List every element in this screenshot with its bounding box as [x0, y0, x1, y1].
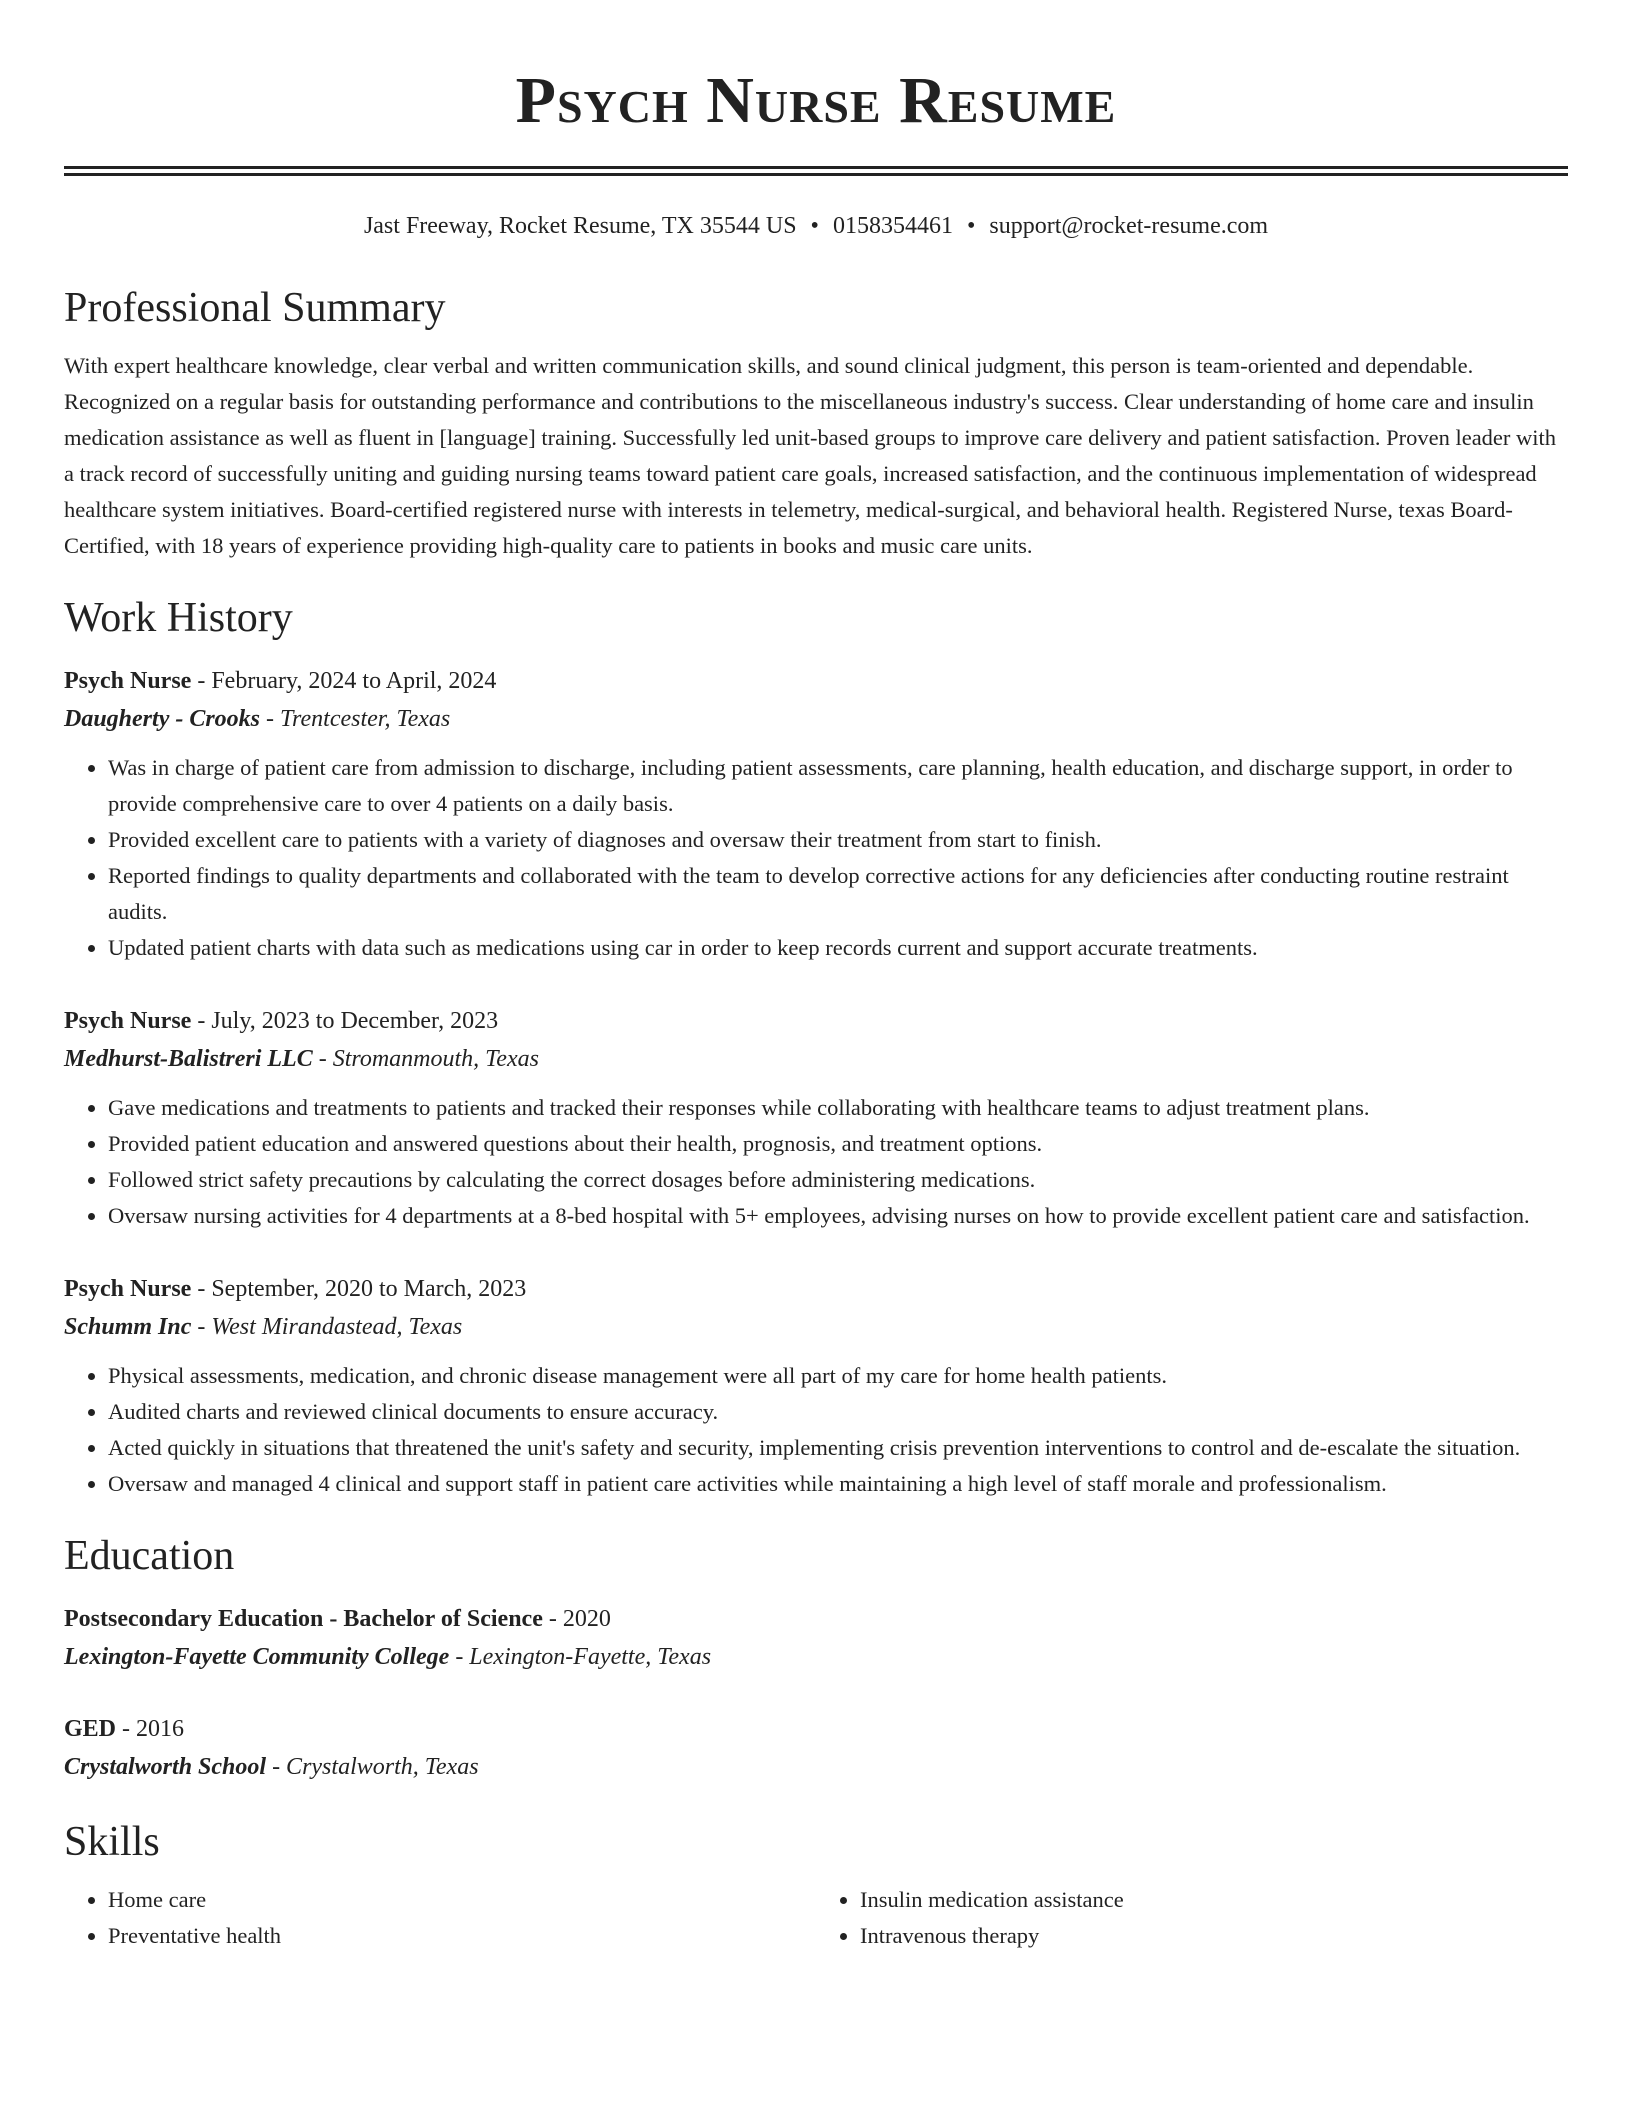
job-location: - West Mirandastead, Texas [191, 1314, 463, 1340]
job-company-line [64, 1308, 1568, 1346]
education-school-line [64, 1638, 1568, 1676]
page-title: Psych Nurse Resume [515, 64, 1117, 137]
job-title-line [64, 1270, 1568, 1308]
education-degree-line [64, 1710, 1568, 1748]
skills-column-right [816, 1882, 1568, 1954]
contact-separator: • [810, 213, 819, 239]
work-history-section [64, 592, 1568, 1502]
contact-email: support@rocket-resume.com [989, 213, 1269, 239]
job-bullet: • Followed strict safety precautions by calculating the correct dosages before administering medications. [108, 1162, 1568, 1198]
contact-separator: • [966, 213, 976, 239]
job-bullet: • Oversaw and managed 4 clinical and support staff in patient care activities while maintaining a high level of staff morale and professionalism. [108, 1466, 1568, 1502]
job-entry [64, 662, 1568, 966]
job-dates: - September, 2020 to March, 2023 [191, 1276, 527, 1302]
education-heading: Education [64, 1533, 235, 1579]
job-bullet: • Physical assessments, medication, and chronic disease management were all part of my care for home health patients. [108, 1358, 1568, 1394]
job-title-line [64, 662, 1568, 700]
education-school: Crystalworth School [64, 1754, 267, 1780]
job-bullet: • Oversaw nursing activities for 4 departments at a 8-bed hospital with 5+ employees, advising nurses on how to provide excellent patient care and satisfaction. [108, 1198, 1568, 1234]
skills-grid [64, 1882, 1568, 1954]
title-divider [64, 166, 1568, 176]
job-title-line [64, 1002, 1568, 1040]
job-location: - Trentcester, Texas [260, 706, 451, 732]
education-section [64, 1530, 1568, 1786]
skill-item: • Preventative health [108, 1918, 816, 1954]
job-bullet: • Updated patient charts with data such as medications using car in order to keep records current and support accurate treatments. [108, 930, 1568, 966]
education-location: - Lexington-Fayette, Texas [449, 1644, 712, 1670]
job-bullets [64, 1090, 1568, 1234]
job-company: Medhurst-Balistreri LLC [64, 1046, 313, 1072]
job-bullet: • Reported findings to quality departments and collaborated with the team to develop corrective actions for any deficiencies after conducting routine restraint audits. [108, 858, 1568, 930]
job-entry [64, 1002, 1568, 1234]
skill-item: • Home care [108, 1882, 816, 1918]
job-company-line [64, 1040, 1568, 1078]
contact-phone: 0158354461 [832, 213, 953, 239]
contact-info [64, 210, 1568, 242]
skills-heading: Skills [64, 1819, 160, 1865]
education-degree: GED [64, 1716, 117, 1742]
contact-address: Jast Freeway, Rocket Resume, TX 35544 US [363, 213, 797, 239]
job-title: Psych Nurse [64, 668, 192, 694]
education-degree-line [64, 1600, 1568, 1638]
job-bullet: • Provided patient education and answered questions about their health, prognosis, and treatment options. [108, 1126, 1568, 1162]
job-entry [64, 1270, 1568, 1502]
skill-item: • Intravenous therapy [860, 1918, 1568, 1954]
job-company: Schumm Inc [64, 1314, 192, 1340]
skills-column-left [64, 1882, 816, 1954]
skills-section [64, 1816, 1568, 1954]
job-bullet: • Gave medications and treatments to patients and tracked their responses while collaborating with healthcare teams to adjust treatment plans. [108, 1090, 1568, 1126]
job-dates: - July, 2023 to December, 2023 [191, 1008, 499, 1034]
education-entry [64, 1600, 1568, 1676]
job-company-line [64, 700, 1568, 738]
job-bullet: • Was in charge of patient care from admission to discharge, including patient assessments, care planning, health education, and discharge support, in order to provide comprehensive care to over 4 patients on a daily basis. [108, 750, 1568, 822]
job-bullet: • Provided excellent care to patients with a variety of diagnoses and oversaw their treatment from start to finish. [108, 822, 1568, 858]
education-entry [64, 1710, 1568, 1786]
job-location: - Stromanmouth, Texas [312, 1046, 539, 1072]
job-company: Daugherty - Crooks [64, 706, 261, 732]
work-history-heading: Work History [64, 595, 293, 641]
job-bullet: • Audited charts and reviewed clinical documents to ensure accuracy. [108, 1394, 1568, 1430]
education-year: - 2020 [542, 1606, 611, 1632]
summary-section [64, 282, 1568, 564]
job-dates: - February, 2024 to April, 2024 [191, 668, 497, 694]
education-degree: Postsecondary Education - Bachelor of Science [64, 1606, 543, 1632]
summary-heading: Professional Summary [64, 285, 446, 331]
job-title: Psych Nurse [64, 1008, 192, 1034]
education-school-line [64, 1748, 1568, 1786]
skill-item: • Insulin medication assistance [860, 1882, 1568, 1918]
job-title: Psych Nurse [64, 1276, 192, 1302]
education-location: - Crystalworth, Texas [266, 1754, 479, 1780]
job-bullets [64, 1358, 1568, 1502]
summary-text: With expert healthcare knowledge, clear verbal and written communication skills, and sound clinical judgment, this person is team-oriented and dependable. Recognized on a regular basis for outstanding performance and contributions to the miscellaneous industry's success. Clear understanding of home care and insulin medication assistance as well as fluent in [language] training. Successfully led unit-based groups to improve care delivery and patient satisfaction. Proven leader with a track record of successfully uniting and guiding nursing teams toward patient care goals, increased satisfaction, and the continuous implementation of widespread healthcare system initiatives. Board-certified registered nurse with interests in telemetry, medical-surgical, and behavioral health. Registered Nurse, texas Board-Certified, with 18 years of experience providing high-quality care to patients in books and music care units. [64, 353, 1557, 558]
job-bullet: • Acted quickly in situations that threatened the unit's safety and security, implementing crisis prevention interventions to control and de-escalate the situation. [108, 1430, 1568, 1466]
job-bullets [64, 750, 1568, 966]
education-year: - 2016 [116, 1716, 185, 1742]
education-school: Lexington-Fayette Community College [64, 1644, 450, 1670]
